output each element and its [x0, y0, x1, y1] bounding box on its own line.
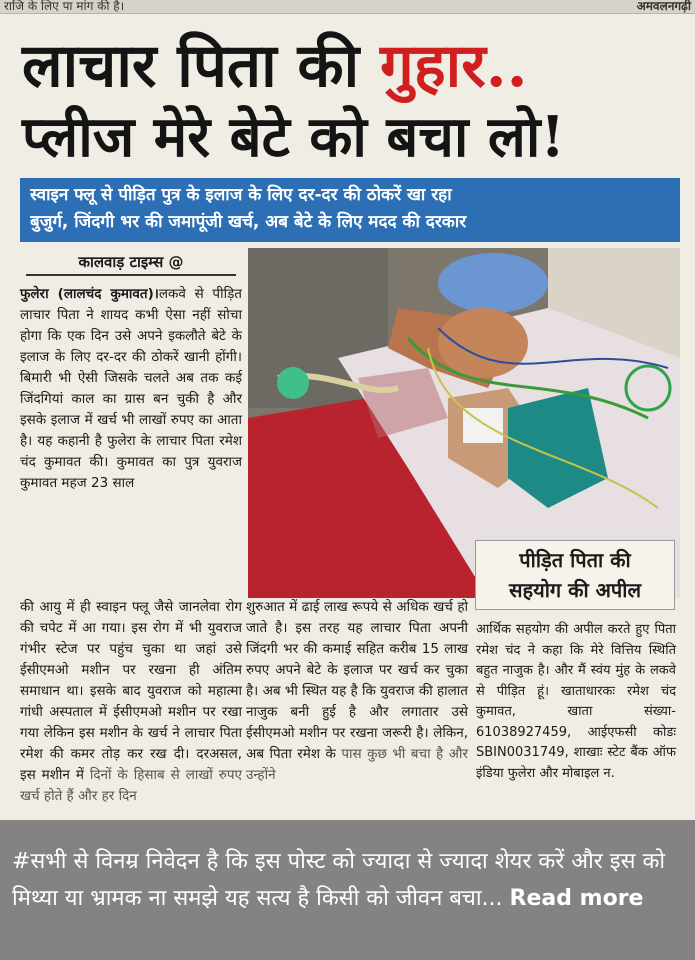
deck-line1: स्वाइन फ्लू से पीड़ित पुत्र के इलाज के लिए दर-दर की ठोकरें खा रहा [30, 185, 452, 205]
story-paragraph-2: की आयु में ही स्वाइन फ्लू जैसे जानलेवा रोग की चपेट में आ गया। इस रोग में भी युवराज गंभीर स्टेज पर पहुंच चुका था जहां उसे ईसीएमओ मशीन पर रखना ही अंतिम समाधान था। इसके बाद युवराज को महात्मा गांधी अस्पताल में ईसीएमओ मशीन पर रखा गया लेकिन इस मशीन के खर्च ने लाचार पिता रमेश की कमर तोड़ कर रख दी। दरअसल, इस मशीन में [20, 599, 242, 783]
story-column-left [20, 284, 242, 494]
read-more-link[interactable]: Read more [509, 886, 644, 911]
top-strip-right-text: अमवलनगढ़ी [636, 0, 691, 13]
byline: कालवाड़ टाइम्स @ [26, 250, 236, 276]
story-paragraph-1: लकवे से पीड़ित लाचार पिता ने शायद कभी ऐसा नहीं सोचा होगा कि एक दिन उसे अपने इकलौते बेटे के इलाज के लिए दर-दर की ठोकरें खानी होंगी। बिमारी भी ऐसी जिसके चलते अब तक कई जिंदगियां काल का ग्रास बन चुकी है और इसके इलाज में खर्च भी लाखों रुपए का आता है। यह कहानी है फुलेरा के लाचार पिता रमेश चंद कुमावत की। कुमावत का पुत्र युवराज कुमावत महज 23 साल [20, 286, 242, 491]
headline-line1-accent: गुहार.. [380, 31, 528, 101]
story-column-middle [246, 597, 468, 786]
headline-line1-main: लाचार पिता की [22, 31, 381, 101]
headline-line2: प्लीज मेरे बेटे को बचा लो! [22, 104, 565, 170]
story-paragraph-3-faint: पास कुछ भी बचा है और उन्होंने [246, 746, 468, 783]
story-dateline: फुलेरा (लालचंद कुमावत)। [20, 286, 159, 302]
deck-banner [20, 178, 680, 242]
post-caption-text: #सभी से विनम्र निवेदन है कि इस पोस्ट को ज्यादा से ज्यादा शेयर करें और इस को मिथ्या या भ्रामक ना समझे यह सत्य है किसी को जीवन बचा... [12, 849, 666, 911]
deck-line2: बुजुर्ग, जिंदगी भर की जमापूंजी खर्च, अब बेटे के लिए मदद की दरकार [30, 212, 467, 232]
appeal-title-line2: सहयोग की अपील [508, 578, 642, 602]
post-caption [12, 843, 692, 917]
story-paragraph-3: शुरुआत में ढाई लाख रूपये से अधिक खर्च हो जाते है। इस तरह यह लाचार पिता अपनी जिंदगी भर की कमाई सहित करीब 15 लाख रुपए अपने बेटे के इलाज पर खर्च कर चुका है। अब भी स्थित यह है कि युवराज की हालात नाजुक बनी हुई है और लगातार उसे ईसीएमओ मशीन पर रखना जरूरी है। लेकिन, अब पिता रमेश के [246, 599, 468, 762]
story-paragraph-2-faint: दिनों के हिसाब से लाखों रुपए खर्च होते हैं और हर दिन [20, 767, 243, 804]
appeal-box-body: आर्थिक सहयोग की अपील करते हुए पिता रमेश चंद ने कहा कि मेरे वित्तिय स्थिति बहुत नाजुक है। और मैं स्वंय मुंह के लकवे से पीड़ित हूं। खाताधारकः रमेश चंद कुमावत, खाता संख्या- 61038927459, आईएफसी कोडः SBIN0031749, शाखाः स्टेट बैंक ऑफ इंडिया फुलेरा और मोबाइल न. [476, 622, 676, 781]
headline-line1 [22, 30, 672, 102]
top-strip [0, 0, 695, 14]
top-strip-left-text: राजि के लिए पा मांग की है। [4, 0, 125, 13]
appeal-title-line1: पीड़ित पिता की [519, 548, 631, 572]
appeal-box-title [475, 540, 675, 610]
story-column-left-lower [20, 597, 242, 807]
